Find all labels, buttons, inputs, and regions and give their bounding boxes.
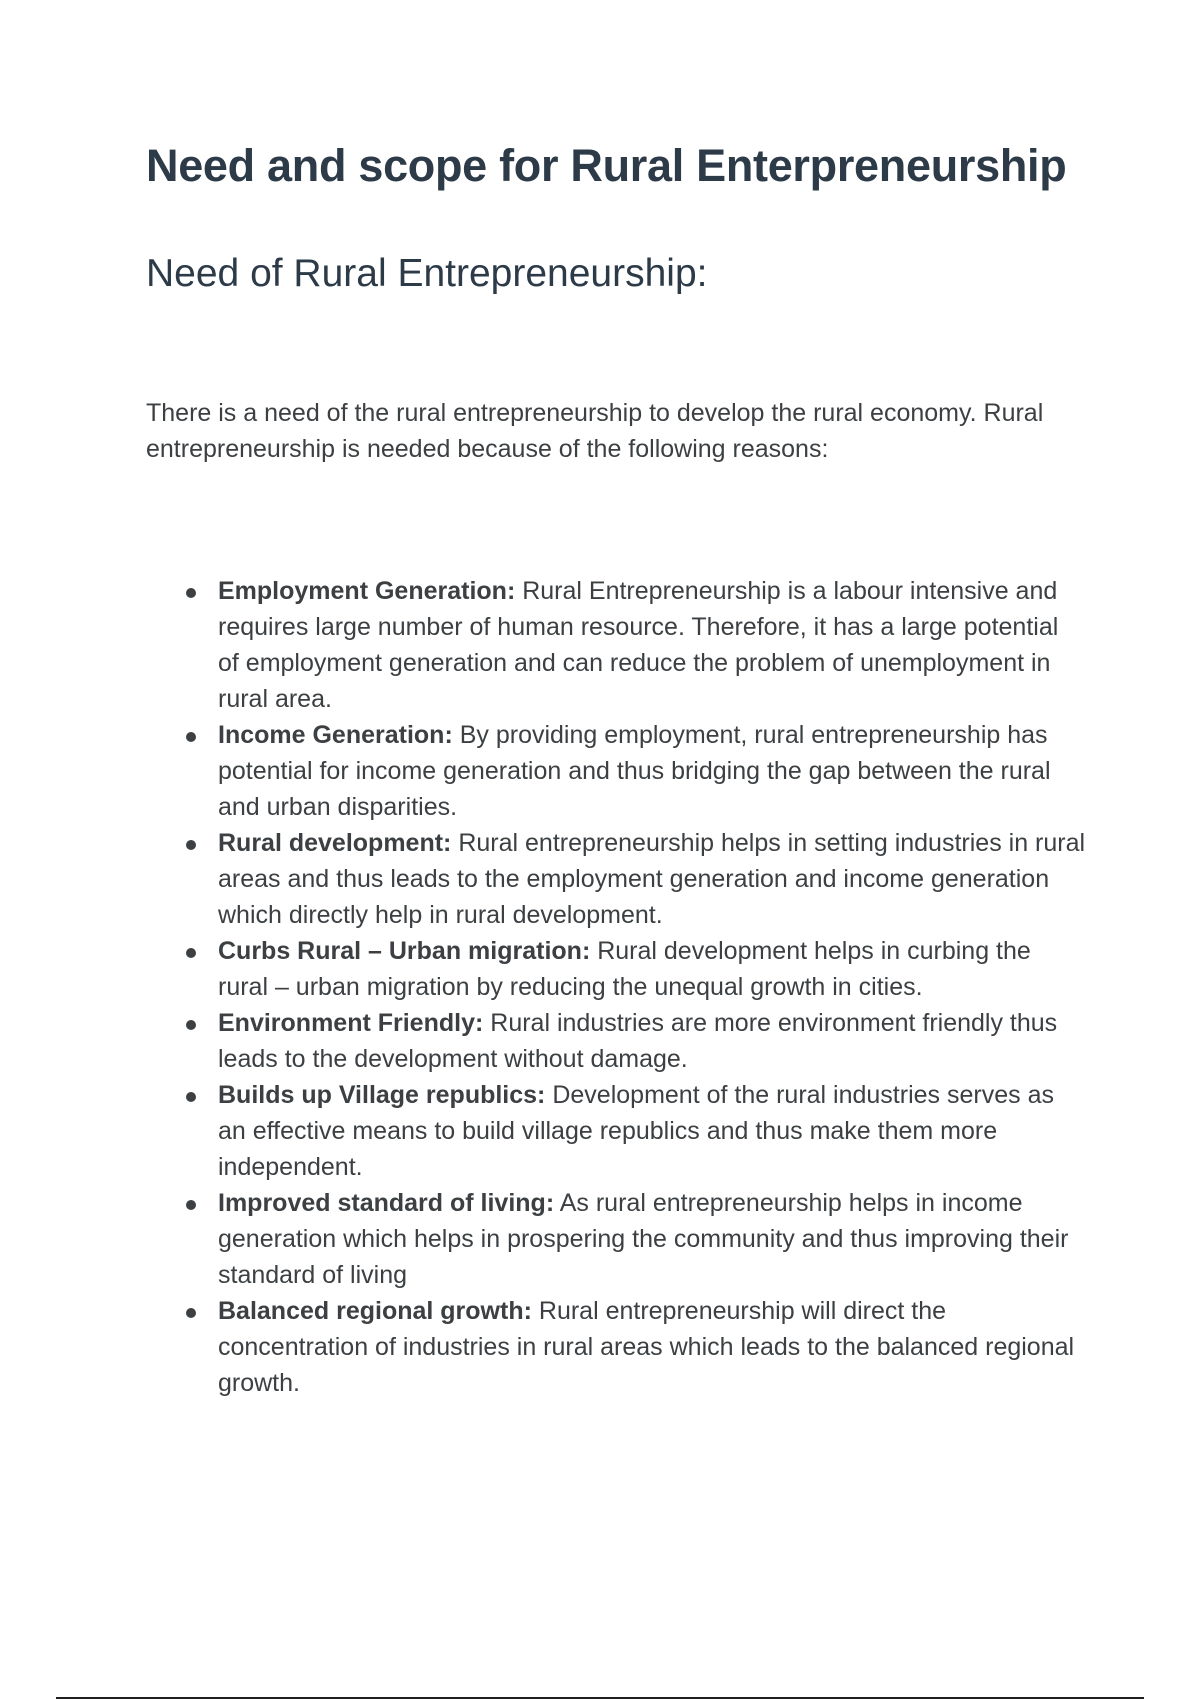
bullet-icon <box>186 1200 196 1210</box>
bullet-icon <box>186 1092 196 1102</box>
reason-text: Rural entrepreneurship will direct the concentration of industries in rural areas which leads to the balanced regional growth. <box>218 1297 1075 1397</box>
section-heading: Need of Rural Entrepreneurship: <box>146 252 708 295</box>
bullet-icon <box>186 732 196 742</box>
bullet-icon <box>186 588 196 598</box>
reason-text: Development of the rural industries serves as an effective means to build village republics and thus make them more independent. <box>218 1081 1054 1181</box>
reason-text: Rural industries are more environment friendly thus leads to the development without damage. <box>218 1009 1058 1073</box>
reason-title: Rural development: <box>218 829 452 857</box>
list-item <box>146 1293 1086 1401</box>
page-title: Need and scope for Rural Enterpreneurship <box>146 140 1067 191</box>
intro-paragraph: There is a need of the rural entrepreneurship to develop the rural economy. Rural entrepreneurship is needed because of the following reasons: <box>146 399 1044 463</box>
page-divider <box>56 1697 1144 1699</box>
bullet-icon <box>186 1020 196 1030</box>
list-item <box>146 717 1086 825</box>
list-item <box>146 1077 1086 1185</box>
bullet-icon <box>186 1308 196 1318</box>
list-item <box>146 933 1086 1005</box>
list-item <box>146 825 1086 933</box>
reason-text: Rural entrepreneurship helps in setting industries in rural areas and thus leads to the employment generation and income generation which directly help in rural development. <box>218 829 1086 929</box>
reason-text: Rural Entrepreneurship is a labour intensive and requires large number of human resource. Therefore, it has a large potential of employment generation and can reduce the problem of unemployment in rural area. <box>218 577 1059 713</box>
bullet-icon <box>186 948 196 958</box>
reason-text: By providing employment, rural entrepreneurship has potential for income generation and thus bridging the gap between the rural and urban disparities. <box>218 721 1051 821</box>
reasons-list <box>146 573 1086 1401</box>
reason-title: Environment Friendly: <box>218 1009 484 1037</box>
list-item <box>146 1005 1086 1077</box>
reason-title: Income Generation: <box>218 721 453 749</box>
reason-title: Curbs Rural – Urban migration: <box>218 937 591 965</box>
reason-text: As rural entrepreneurship helps in income generation which helps in prospering the community and thus improving their standard of living <box>218 1189 1069 1289</box>
reason-title: Balanced regional growth: <box>218 1297 532 1325</box>
reason-title: Builds up Village republics: <box>218 1081 546 1109</box>
reason-title: Improved standard of living: <box>218 1189 555 1217</box>
reason-text: Rural development helps in curbing the rural – urban migration by reducing the unequal growth in cities. <box>218 937 1031 1001</box>
list-item <box>146 573 1086 717</box>
reason-title: Employment Generation: <box>218 577 516 605</box>
bullet-icon <box>186 840 196 850</box>
list-item <box>146 1185 1086 1293</box>
